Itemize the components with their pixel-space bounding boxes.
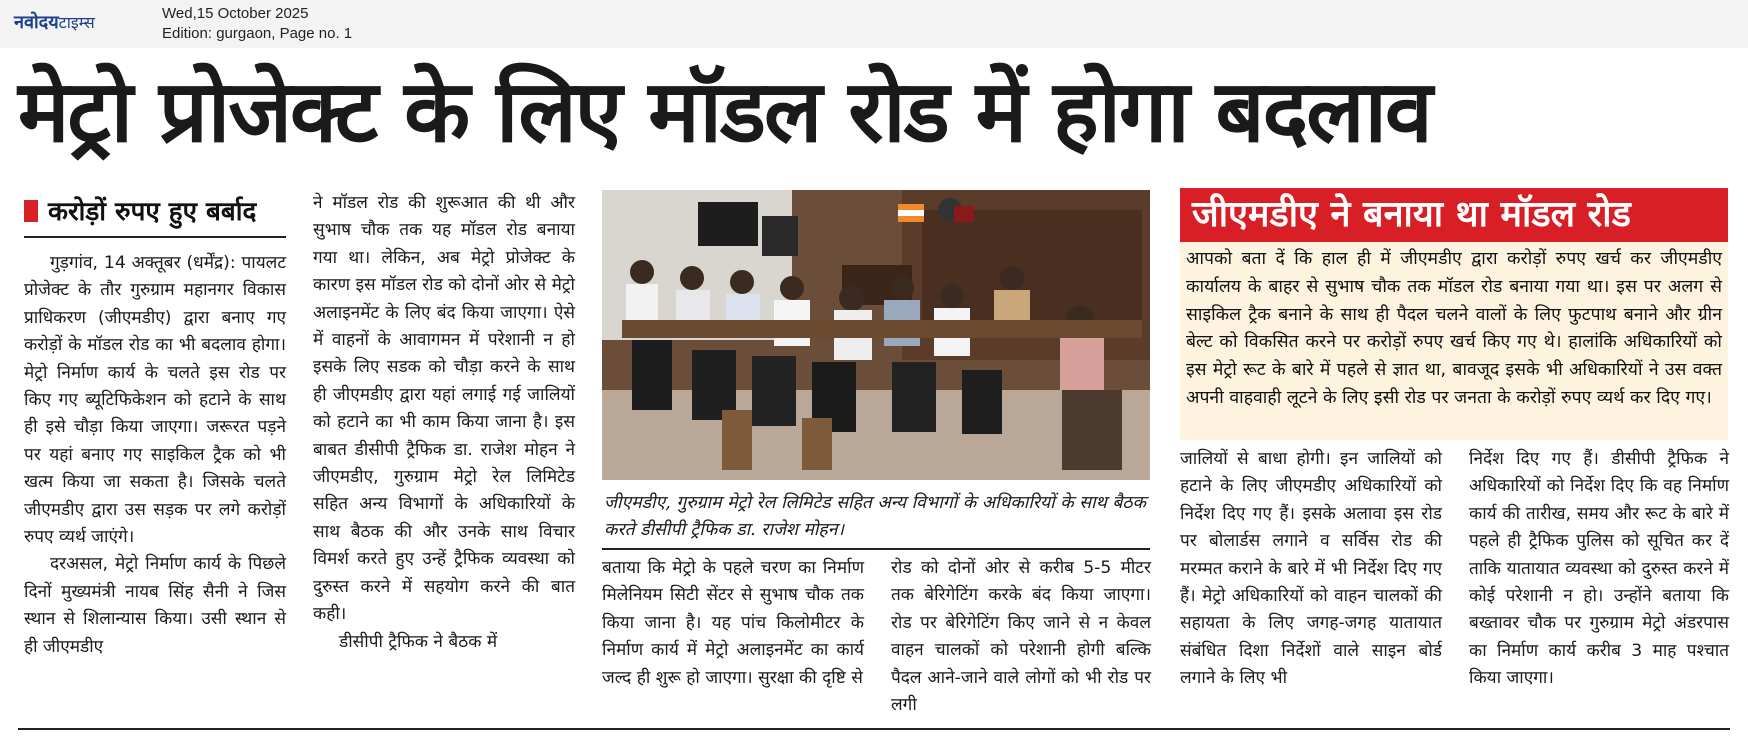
newspaper-logo[interactable] (14, 10, 95, 34)
article-paragraph: डीसीपी ट्रैफिक ने बैठक में (339, 631, 498, 652)
red-square-icon (24, 200, 38, 222)
article-column-5 (1180, 446, 1442, 693)
top-bar (0, 0, 1748, 48)
article-column-4 (891, 555, 1151, 719)
meeting-photo[interactable] (602, 190, 1150, 480)
edition-info: Edition: gurgaon, Page no. 1 (162, 25, 353, 42)
article-paragraph: गुड़गांव, 14 अक्तूबर (धर्मेंद्र): पायलट प्रोजेक्ट के तौर गुरुग्राम महानगर विकास प्राधिकरण (जीएमडीए) द्वारा बनाए गए करोड़ों के मॉडल रोड का भी बदलाव होगा। मेट्रो निर्माण कार्य के चलते इस रोड पर किए गए ब्यूटिफिकेशन को हटाने के साथ ही इसे चौड़ा किया जाएगा। जरूरत पड़ने पर यहां बनाए गए साइकिल ट्रैक को भी खत्म किया जा सकता है। जिसके चलते जीएमडीए द्वारा उस सड़क पर लगे करोड़ों रुपए व्यर्थ जाएंगे। (24, 253, 286, 548)
article-column-6 (1469, 446, 1729, 693)
article-column-3 (602, 555, 864, 692)
article-paragraph: दरअसल, मेट्रो निर्माण कार्य के पिछले दिनों मुख्यमंत्री नायब सिंह सैनी ने जिस स्थान से शिलान्यास किया। उसी स्थान से ही जीएमडीए (24, 554, 286, 657)
box-text: आपको बता दें कि हाल ही में जीएमडीए द्वारा करोड़ों रुपए खर्च कर जीएमडीए कार्यालय के बाहर से सुभाष चौक तक मॉडल रोड बनाया गया था। इस पर अलग से साइकिल ट्रैक बनाने के साथ ही पैदल चलने वालों के लिए फुटपाथ बनाने और ग्रीन बेल्ट को विकसित करने पर करोड़ों रुपए खर्च किए गए थे। हालांकि अधिकारियों को इस मेट्रो रूट के बारे में पहले से ज्ञात था, बावजूद इसके भी अधिकारियों ने उस वक्त अपनी वाहवाही लूटने के लिए इसी रोड पर जनता के करोड़ों रुपए व्यर्थ कर दिए गए। (1180, 242, 1728, 440)
edition-meta (162, 4, 352, 44)
article-column-1 (24, 250, 286, 661)
logo-main-text: नवोदय (14, 12, 59, 33)
article-paragraph: ने मॉडल रोड की शुरूआत की थी और सुभाष चौक तक यह मॉडल रोड बनाया गया था। लेकिन, अब मेट्रो प्रोजेक्ट के कारण इस मॉडल रोड को दोनों ओर से मेट्रो अलाइनमेंट के लिए बंद किया जाएगा। ऐसे में वाहनों के आवागमन में परेशानी न हो इसके लिए सडक को चौड़ा करने के साथ ही जीएमडीए द्वारा यहां लगाई गई जालियों को हटाने का भी काम किया जाना है। इस बाबत डीसीपी ट्रैफिक डा. राजेश मोहन ने जीएमडीए, गुरुग्राम मेट्रो रेल लिमिटेड सहित अन्य विभागों के अधिकारियों के साथ बैठक की और उनके साथ विचार विमर्श करते हुए उन्हें ट्रैफिक व्यवस्था को दुरुस्त करने में सहयोग करने की बात कही। (313, 193, 575, 625)
box-title: जीएमडीए ने बनाया था मॉडल रोड (1180, 188, 1728, 242)
page-bottom-rule (18, 728, 1730, 730)
photo-caption: जीएमडीए, गुरुग्राम मेट्रो रेल लिमिटेड सहित अन्य विभागों के अधिकारियों के साथ बैठक करते डीसीपी ट्रैफिक डा. राजेश मोहन। (604, 493, 1146, 540)
subhead-text: करोड़ों रुपए हुए बर्बाद (48, 197, 257, 227)
article-column-2 (313, 190, 575, 656)
article-paragraph: रोड को दोनों ओर से करीब 5-5 मीटर तक बेरिगेटिंग करके बंद किया जाएगा। रोड पर बेरिगेटिंग किए जाने से न केवल वाहन चालकों को परेशानी होगी बल्कि पैदल आने-जाने वाले लोगों को भी रोड पर लगी (891, 558, 1151, 716)
meeting-photo-illustration (602, 190, 1150, 480)
article-paragraph: जालियों से बाधा होगी। इन जालियों को हटाने के लिए जीएमडीए अधिकारियों को निर्देश दिए गए हैं। इसके अलावा इस रोड पर बोलार्डस लगाने व सर्विस रोड की मरम्मत कराने के बारे में भी निर्देश दिए गए हैं। मेट्रो अधिकारियों को वाहन चालकों की सहायता के लिए जगह-जगह यातायात संबंधित दिशा निर्देशों वाले साइन बोर्ड लगाने के लिए भी (1180, 449, 1442, 689)
edition-date: Wed,15 October 2025 (162, 5, 309, 22)
logo-sub-text: टाइम्स (58, 13, 95, 32)
article-subhead (24, 190, 286, 238)
caption-divider (602, 548, 1150, 550)
article-paragraph: बताया कि मेट्रो के पहले चरण का निर्माण मिलेनियम सिटी सेंटर से सुभाष चौक तक किया जाना है। यह पांच किलोमीटर के निर्माण कार्य में मेट्रो अलाइनमेंट का कार्य जल्द ही शुरू हो जाएगा। सुरक्षा की दृष्टि से (602, 558, 864, 688)
article-paragraph: निर्देश दिए गए हैं। डीसीपी ट्रैफिक ने अधिकारियों को निर्देश दिए कि वह निर्माण कार्य की तारीख, समय और रूट के बारे में पहले ही ट्रैफिक पुलिस को सूचित कर दें ताकि यातायात व्यवस्था को दुरुस्त करने में कोई परेशानी न हो। उन्होंने बताया कि बख्तावर चौक पर गुरुग्राम मेट्रो अंडरपास का निर्माण कार्य करीब 3 माह पश्चात किया जाएगा। (1469, 449, 1729, 689)
article-headline: मेट्रो प्रोजेक्ट के लिए मॉडल रोड में होगा बदलाव (18, 62, 1431, 162)
